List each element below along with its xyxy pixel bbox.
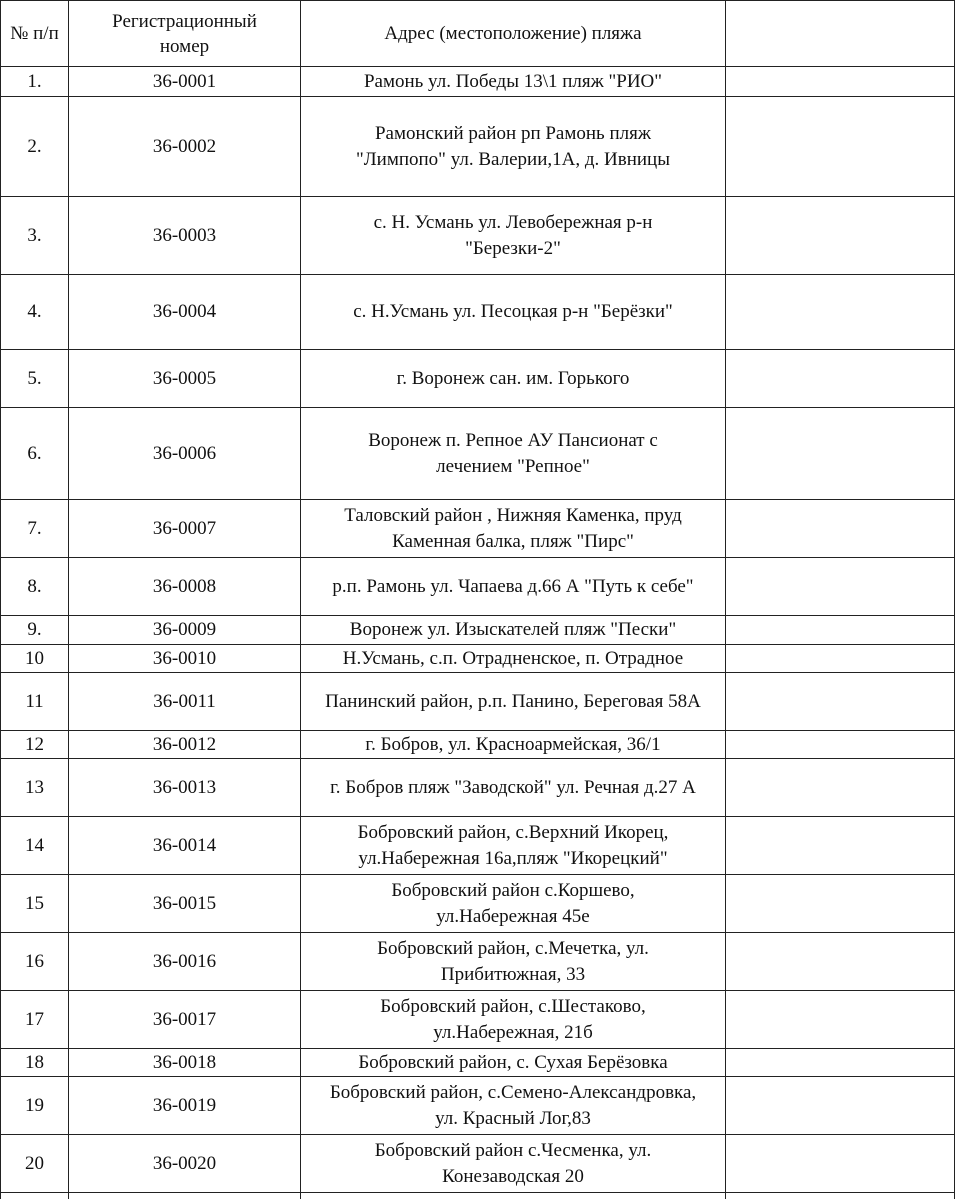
table-row bbox=[1, 1049, 955, 1077]
row-empty-cell bbox=[726, 875, 955, 933]
row-number: 12 bbox=[1, 731, 69, 759]
row-reg-number: 36-0020 bbox=[69, 1135, 301, 1193]
row-empty-cell bbox=[726, 97, 955, 197]
row-number: 19 bbox=[1, 1077, 69, 1135]
row-empty-cell bbox=[1, 1193, 69, 1199]
row-number: 10 bbox=[1, 645, 69, 673]
table-row bbox=[1, 875, 955, 933]
table-row bbox=[1, 275, 955, 350]
row-address: Бобровский район, с.Семено-Александровка, ул. Красный Лог,83 bbox=[301, 1077, 726, 1135]
row-address: Бобровский район, с.Шестаково, ул.Набережная, 21б bbox=[301, 991, 726, 1049]
row-address: Бобровский район, с.Верхний Икорец, ул.Набережная 16а,пляж "Икорецкий" bbox=[301, 817, 726, 875]
row-number: 3. bbox=[1, 197, 69, 275]
row-address: г. Бобров, ул. Красноармейская, 36/1 bbox=[301, 731, 726, 759]
row-address: р.п. Рамонь ул. Чапаева д.66 А "Путь к себе" bbox=[301, 558, 726, 616]
row-reg-number: 36-0015 bbox=[69, 875, 301, 933]
row-address: с. Н. Усмань ул. Левобережная р-н "Березки-2" bbox=[301, 197, 726, 275]
row-number: 8. bbox=[1, 558, 69, 616]
row-empty-cell bbox=[726, 67, 955, 97]
row-empty-cell bbox=[726, 408, 955, 500]
header-number: № п/п bbox=[1, 1, 69, 67]
row-number: 4. bbox=[1, 275, 69, 350]
row-empty-cell bbox=[726, 673, 955, 731]
table-row bbox=[1, 645, 955, 673]
table-row bbox=[1, 97, 955, 197]
table-row-cut-off bbox=[1, 1193, 955, 1199]
row-reg-number: 36-0017 bbox=[69, 991, 301, 1049]
table-row bbox=[1, 731, 955, 759]
row-reg-number: 36-0013 bbox=[69, 759, 301, 817]
table-row bbox=[1, 408, 955, 500]
row-reg-number: 36-0007 bbox=[69, 500, 301, 558]
row-empty-cell bbox=[726, 558, 955, 616]
row-reg-number: 36-0009 bbox=[69, 616, 301, 645]
table-row bbox=[1, 991, 955, 1049]
row-reg-number: 36-0016 bbox=[69, 933, 301, 991]
table-row bbox=[1, 759, 955, 817]
table-row bbox=[1, 673, 955, 731]
row-address: Рамонь ул. Победы 13\1 пляж "РИО" bbox=[301, 67, 726, 97]
row-empty-cell bbox=[726, 817, 955, 875]
row-empty-cell bbox=[726, 197, 955, 275]
row-address: Рамонский район рп Рамонь пляж "Лимпопо" ул. Валерии,1А, д. Ивницы bbox=[301, 97, 726, 197]
row-number: 11 bbox=[1, 673, 69, 731]
row-empty-cell bbox=[726, 500, 955, 558]
row-address: Н.Усмань, с.п. Отрадненское, п. Отрадное bbox=[301, 645, 726, 673]
table-row bbox=[1, 1077, 955, 1135]
row-number: 13 bbox=[1, 759, 69, 817]
row-empty-cell bbox=[69, 1193, 301, 1199]
row-number: 6. bbox=[1, 408, 69, 500]
table-row bbox=[1, 817, 955, 875]
row-reg-number: 36-0008 bbox=[69, 558, 301, 616]
row-empty-cell bbox=[726, 731, 955, 759]
row-number: 20 bbox=[1, 1135, 69, 1193]
row-empty-cell bbox=[726, 933, 955, 991]
row-reg-number: 36-0019 bbox=[69, 1077, 301, 1135]
row-address: г. Воронеж сан. им. Горького bbox=[301, 350, 726, 408]
row-number: 18 bbox=[1, 1049, 69, 1077]
row-reg-number: 36-0006 bbox=[69, 408, 301, 500]
table-header-row bbox=[1, 1, 955, 67]
row-reg-number: 36-0014 bbox=[69, 817, 301, 875]
row-empty-cell bbox=[726, 350, 955, 408]
row-number: 17 bbox=[1, 991, 69, 1049]
row-number: 1. bbox=[1, 67, 69, 97]
row-address: Панинский район, р.п. Панино, Береговая 58А bbox=[301, 673, 726, 731]
row-reg-number: 36-0002 bbox=[69, 97, 301, 197]
row-reg-number: 36-0018 bbox=[69, 1049, 301, 1077]
row-number: 5. bbox=[1, 350, 69, 408]
row-reg-number: 36-0003 bbox=[69, 197, 301, 275]
row-address: Бобровский район, с.Мечетка, ул. Прибитюжная, 33 bbox=[301, 933, 726, 991]
row-empty-cell bbox=[726, 991, 955, 1049]
row-empty-cell bbox=[726, 616, 955, 645]
row-number: 9. bbox=[1, 616, 69, 645]
row-address: Бобровский район, с. Сухая Берёзовка bbox=[301, 1049, 726, 1077]
header-address: Адрес (местоположение) пляжа bbox=[301, 1, 726, 67]
row-reg-number: 36-0010 bbox=[69, 645, 301, 673]
row-empty-cell bbox=[726, 1049, 955, 1077]
row-empty-cell bbox=[726, 1077, 955, 1135]
row-address: Таловский район , Нижняя Каменка, пруд Каменная балка, пляж "Пирс" bbox=[301, 500, 726, 558]
row-number: 15 bbox=[1, 875, 69, 933]
row-number: 7. bbox=[1, 500, 69, 558]
header-extra bbox=[726, 1, 955, 67]
table-row bbox=[1, 350, 955, 408]
table-row bbox=[1, 558, 955, 616]
row-reg-number: 36-0005 bbox=[69, 350, 301, 408]
row-number: 16 bbox=[1, 933, 69, 991]
row-empty-cell bbox=[726, 1193, 955, 1199]
row-address: с. Н.Усмань ул. Песоцкая р-н "Берёзки" bbox=[301, 275, 726, 350]
table-row bbox=[1, 933, 955, 991]
row-address: Воронеж п. Репное АУ Пансионат с лечением "Репное" bbox=[301, 408, 726, 500]
table-row bbox=[1, 500, 955, 558]
row-empty-cell bbox=[726, 759, 955, 817]
row-number: 14 bbox=[1, 817, 69, 875]
row-empty-cell bbox=[726, 1135, 955, 1193]
table-row bbox=[1, 197, 955, 275]
header-registration-number: Регистрационный номер bbox=[69, 1, 301, 67]
table-row bbox=[1, 67, 955, 97]
row-reg-number: 36-0001 bbox=[69, 67, 301, 97]
row-address: Бобровский район с.Коршево, ул.Набережная 45е bbox=[301, 875, 726, 933]
row-address: Воронеж ул. Изыскателей пляж "Пески" bbox=[301, 616, 726, 645]
table-row bbox=[1, 616, 955, 645]
row-address: г. Бобров пляж "Заводской" ул. Речная д.27 А bbox=[301, 759, 726, 817]
table-row bbox=[1, 1135, 955, 1193]
row-empty-cell bbox=[301, 1193, 726, 1199]
row-reg-number: 36-0012 bbox=[69, 731, 301, 759]
row-address: Бобровский район с.Чесменка, ул. Конезаводская 20 bbox=[301, 1135, 726, 1193]
row-reg-number: 36-0004 bbox=[69, 275, 301, 350]
row-empty-cell bbox=[726, 645, 955, 673]
row-number: 2. bbox=[1, 97, 69, 197]
row-reg-number: 36-0011 bbox=[69, 673, 301, 731]
row-empty-cell bbox=[726, 275, 955, 350]
